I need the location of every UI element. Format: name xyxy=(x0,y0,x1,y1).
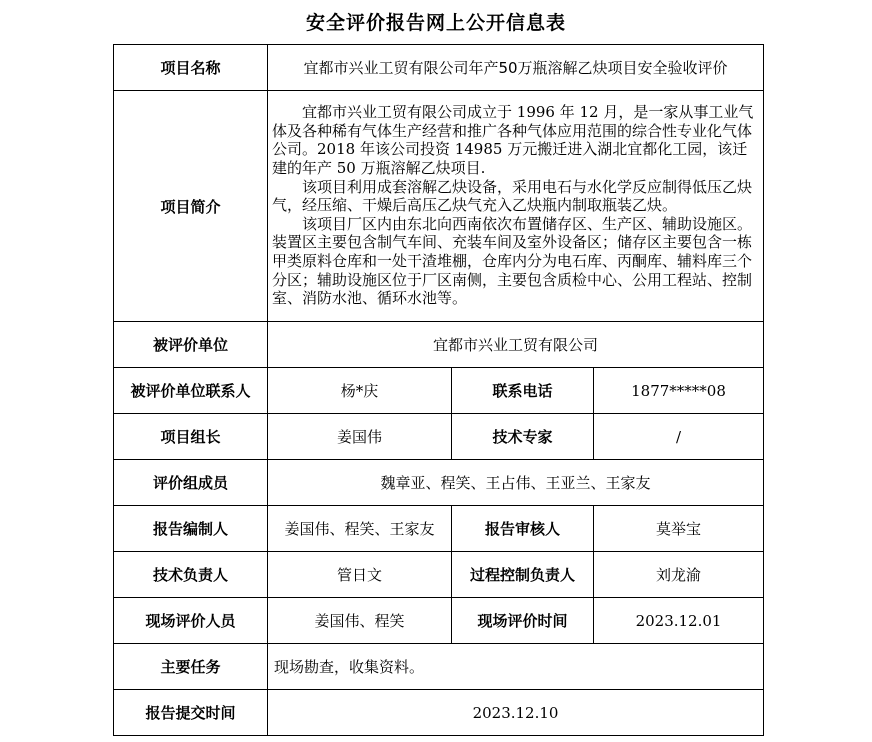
submission-time-value: 2023.12.10 xyxy=(268,690,764,736)
project-intro-label: 项目简介 xyxy=(114,91,268,322)
team-leader-label: 项目组长 xyxy=(114,414,268,460)
site-evaluators-value: 姜国伟、程笑 xyxy=(268,598,452,644)
team-members-label: 评价组成员 xyxy=(114,460,268,506)
report-reviewer-value: 莫举宝 xyxy=(594,506,764,552)
evaluated-unit-value: 宜都市兴业工贸有限公司 xyxy=(268,322,764,368)
row-team-members xyxy=(114,460,764,506)
site-eval-time-label: 现场评价时间 xyxy=(452,598,594,644)
project-name-value: 宜都市兴业工贸有限公司年产50万瓶溶解乙炔项目安全验收评价 xyxy=(268,45,764,91)
tech-lead-label: 技术负责人 xyxy=(114,552,268,598)
contact-person-value: 杨*庆 xyxy=(268,368,452,414)
page-title: 安全评价报告网上公开信息表 xyxy=(305,12,566,34)
contact-person-label: 被评价单位联系人 xyxy=(114,368,268,414)
report-authors-label: 报告编制人 xyxy=(114,506,268,552)
row-report-authors xyxy=(114,506,764,552)
team-members-value: 魏章亚、程笑、王占伟、王亚兰、王家友 xyxy=(268,460,764,506)
project-name-label: 项目名称 xyxy=(114,45,268,91)
row-project-name xyxy=(114,45,764,91)
team-leader-value: 姜国伟 xyxy=(268,414,452,460)
phone-label: 联系电话 xyxy=(452,368,594,414)
submission-time-label: 报告提交时间 xyxy=(114,690,268,736)
process-control-label: 过程控制负责人 xyxy=(452,552,594,598)
evaluated-unit-label: 被评价单位 xyxy=(114,322,268,368)
site-evaluators-label: 现场评价人员 xyxy=(114,598,268,644)
row-site-evaluation xyxy=(114,598,764,644)
main-tasks-value: 现场勘查，收集资料。 xyxy=(268,644,764,690)
row-evaluated-unit xyxy=(114,322,764,368)
info-table xyxy=(113,44,764,736)
row-project-intro xyxy=(114,91,764,322)
report-authors-value: 姜国伟、程笑、王家友 xyxy=(268,506,452,552)
tech-expert-label: 技术专家 xyxy=(452,414,594,460)
tech-lead-value: 管日文 xyxy=(268,552,452,598)
row-main-tasks xyxy=(114,644,764,690)
process-control-value: 刘龙渝 xyxy=(594,552,764,598)
row-team-leader xyxy=(114,414,764,460)
tech-expert-value: / xyxy=(594,414,764,460)
phone-value: 1877*****08 xyxy=(594,368,764,414)
project-intro-value xyxy=(268,91,764,322)
row-contact xyxy=(114,368,764,414)
intro-paragraph-2: 该项目利用成套溶解乙炔设备，采用电石与水化学反应制得低压乙炔气，经压缩、干燥后高压乙炔气充入乙炔瓶内制取瓶装乙炔。 xyxy=(272,177,753,215)
row-tech-lead xyxy=(114,552,764,598)
main-tasks-label: 主要任务 xyxy=(114,644,268,690)
intro-paragraph-3: 该项目厂区内由东北向西南依次布置储存区、生产区、辅助设施区。装置区主要包含制气车间、充装车间及室外设备区；储存区主要包含一栋甲类原料仓库和一处干渣堆棚，仓库内分为电石库、丙酮库、辅料库三个分区；辅助设施区位于厂区南侧，主要包含质检中心、公用工程站、控制室、消防水池、循环水池等。 xyxy=(272,214,753,308)
report-reviewer-label: 报告审核人 xyxy=(452,506,594,552)
row-submission-time xyxy=(114,690,764,736)
site-eval-time-value: 2023.12.01 xyxy=(594,598,764,644)
intro-paragraph-1: 宜都市兴业工贸有限公司成立于 1996 年 12 月，是一家从事工业气体及各种稀有气体生产经营和推广各种气体应用范围的综合性专业化气体公司。2018 年该公司投资 14985 万元搬迁进入湖北宜都化工园，该迁建的年产 50 万瓶溶解乙炔项目. xyxy=(272,103,754,178)
